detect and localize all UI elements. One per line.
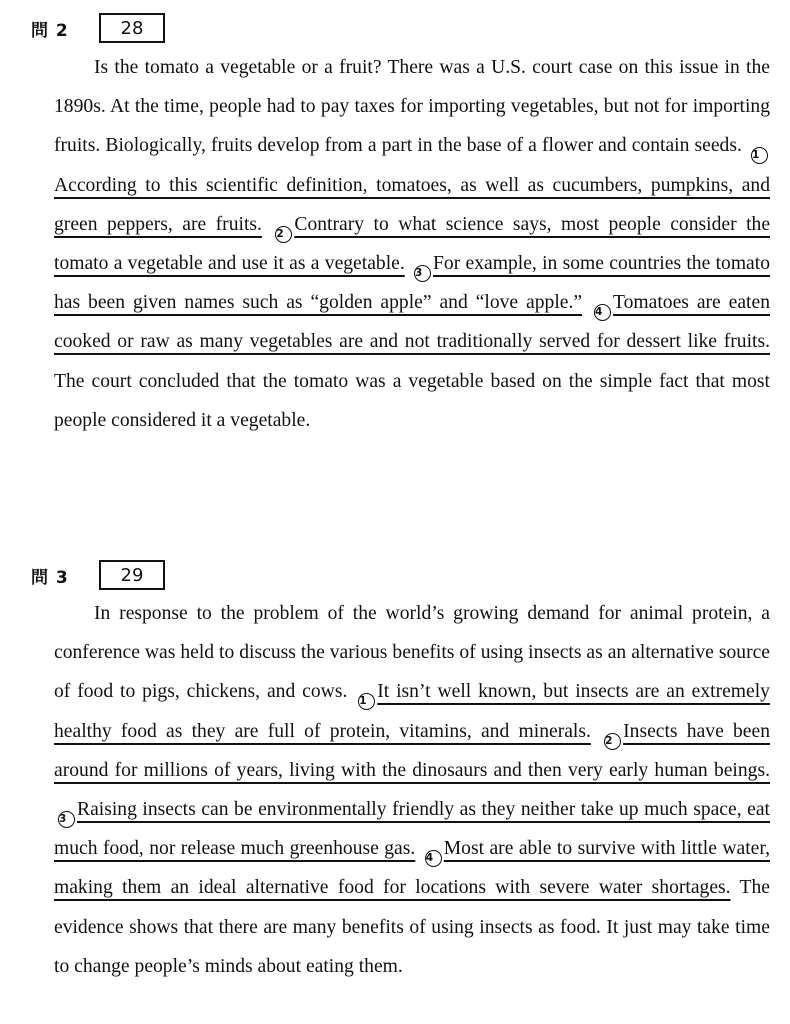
underlined-option-2: Contrary to what science says, most people consider the tomato a vegetable and use it as a vegetable. — [54, 213, 771, 275]
underlined-option-3: For example, in some countries the tomato has been given names such as “golden apple” and “love apple.” — [54, 253, 770, 314]
circled-number-3: 3 — [414, 265, 431, 282]
circled-number-2: 2 — [604, 733, 621, 750]
circled-number-1: 1 — [751, 147, 768, 164]
question-3-header — [31, 558, 165, 592]
question-label: 問 3 — [31, 567, 69, 588]
question-3-passage — [54, 594, 770, 986]
answer-box: 29 — [99, 560, 165, 590]
underlined-option-2: Insects have been around for millions of years, living with the dinosaurs and then very early human beings. — [54, 720, 770, 781]
passage-conclusion: The evidence shows that there are many benefits of using insects as food. It just may take time to change people’s minds about eating them. — [54, 877, 771, 977]
question-2-header — [31, 11, 165, 45]
question-label: 問 2 — [31, 20, 69, 41]
underlined-option-3: Raising insects can be environmentally friendly as they neither take up much space, eat much food, nor release much greenhouse gas. — [54, 799, 770, 860]
passage-conclusion: The court concluded that the tomato was a vegetable based on the simple fact that most people considered it a vegetable. — [54, 370, 770, 431]
underlined-option-4: Tomatoes are eaten cooked or raw as many vegetables are and not traditionally served for dessert like fruits. — [54, 292, 770, 353]
underlined-option-4: Most are able to survive with little water, making them an ideal alternative food for locations with severe water shortages. — [54, 838, 770, 899]
passage-intro: Is the tomato a vegetable or a fruit? There was a U.S. court case on this issue in the 1890s. At the time, people had to pay taxes for importing vegetables, but not for importing fruits. Biologically, fruits develop from a part in the base of a flower and contain seeds. — [54, 57, 770, 157]
circled-number-4: 4 — [425, 850, 442, 867]
underlined-option-1: It isn’t well known, but insects are an extremely healthy food as they are full of protein, vitamins, and minerals. — [54, 681, 770, 742]
passage-intro: In response to the problem of the world’s growing demand for animal protein, a conference was held to discuss the various benefits of using insects as an alternative source of food to pigs, chickens, and cows. — [54, 603, 770, 703]
circled-number-3: 3 — [58, 811, 75, 828]
circled-number-2: 2 — [275, 226, 292, 243]
question-2-passage — [54, 48, 770, 440]
circled-number-4: 4 — [594, 304, 611, 321]
answer-box: 28 — [99, 13, 165, 43]
underlined-option-1: According to this scientific definition, tomatoes, as well as cucumbers, pumpkins, and green peppers, are fruits. — [54, 174, 770, 235]
circled-number-1: 1 — [358, 693, 375, 710]
